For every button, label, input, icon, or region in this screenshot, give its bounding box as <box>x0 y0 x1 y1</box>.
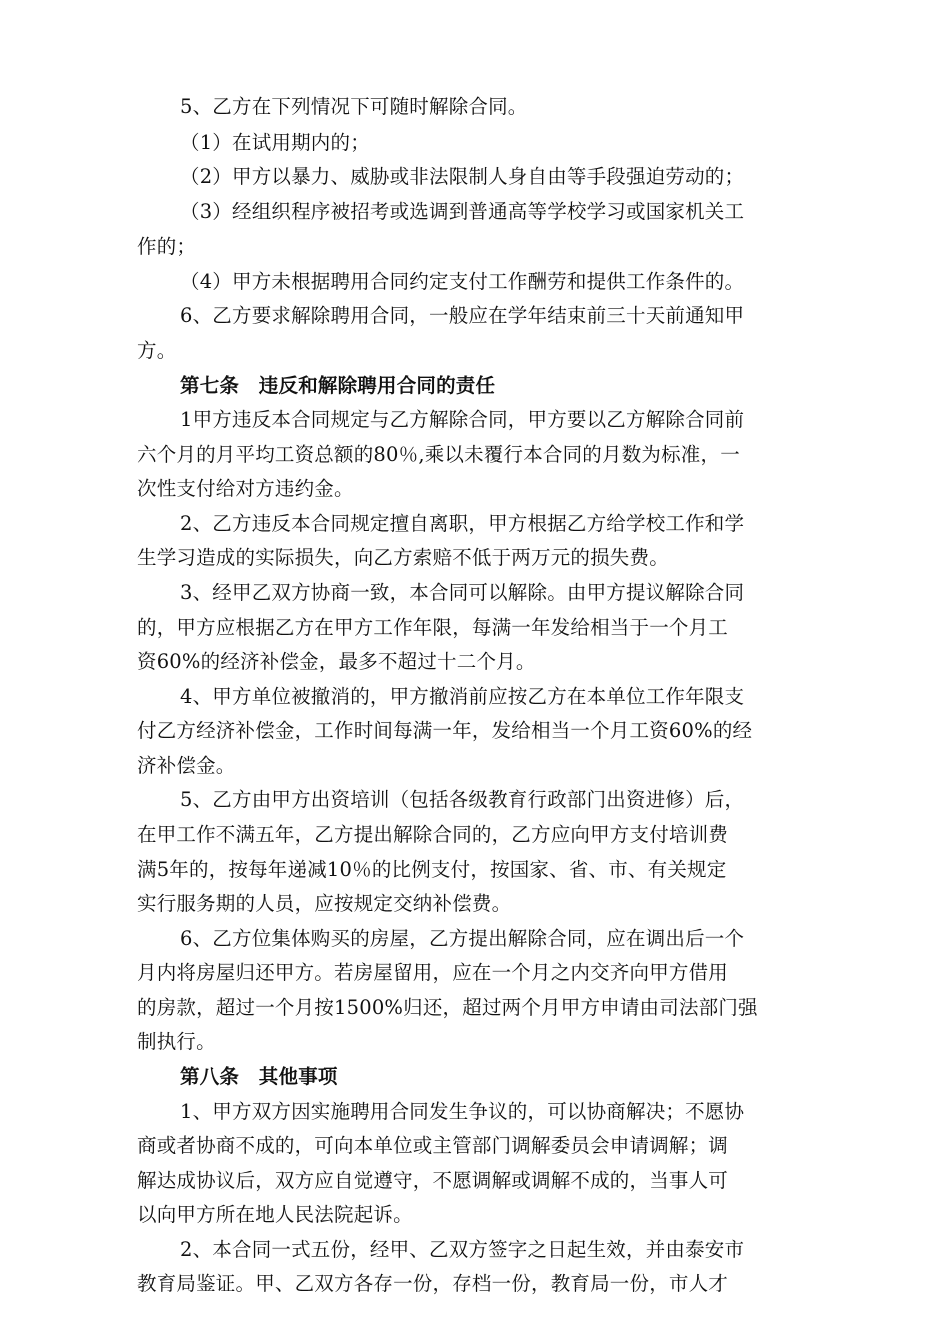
art7-para-5-cont: 实行服务期的人员，应按规定交纳补偿费。 <box>137 892 512 915</box>
article-8-heading: 第八条 其他事项 <box>180 1065 338 1088</box>
art7-para-4: 4、甲方单位被撤消的，甲方撤消前应按乙方在本单位工作年限支 <box>180 685 745 708</box>
clause-5-item-4: （4）甲方未根据聘用合同约定支付工作酬劳和提供工作条件的。 <box>180 270 745 293</box>
art7-para-3: 3、经甲乙双方协商一致，本合同可以解除。由甲方提议解除合同 <box>180 581 745 604</box>
art7-para-2: 2、乙方违反本合同规定擅自离职，甲方根据乙方给学校工作和学 <box>180 512 745 535</box>
art7-para-6-cont: 月内将房屋归还甲方。若房屋留用，应在一个月之内交齐向甲方借用 <box>137 961 729 984</box>
art7-para-4-cont: 付乙方经济补偿金，工作时间每满一年，发给相当一个月工资60%的经 <box>137 719 753 742</box>
art7-para-6-cont: 的房款，超过一个月按1500%归还，超过两个月甲方申请由司法部门强 <box>137 996 758 1019</box>
clause-5-item-2: （2）甲方以暴力、威胁或非法限制人身自由等手段强迫劳动的； <box>180 165 745 188</box>
art8-para-2-cont: 教育局鉴证。甲、乙双方各存一份，存档一份，教育局一份，市人才 <box>137 1272 729 1295</box>
art7-para-5-cont: 满5年的，按每年递减10％的比例支付，按国家、省、市、有关规定 <box>137 858 727 881</box>
clause-6-text: 6、乙方要求解除聘用合同，一般应在学年结束前三十天前通知甲 <box>180 304 745 327</box>
article-7-heading: 第七条 违反和解除聘用合同的责任 <box>180 374 496 397</box>
art7-para-1-cont: 六个月的月平均工资总额的80％,乘以未覆行本合同的月数为标准，一 <box>137 443 740 466</box>
art8-para-1-cont: 解达成协议后，双方应自觉遵守，不愿调解或调解不成的，当事人可 <box>137 1169 729 1192</box>
art7-para-2-cont: 生学习造成的实际损失，向乙方索赔不低于两万元的损失费。 <box>137 546 669 569</box>
art8-para-2: 2、本合同一式五份，经甲、乙双方签字之日起生效，并由泰安市 <box>180 1238 745 1261</box>
clause-5-intro: 5、乙方在下列情况下可随时解除合同。 <box>180 95 528 118</box>
art7-para-6-cont: 制执行。 <box>137 1030 216 1053</box>
art7-para-3-cont: 资60%的经济补偿金，最多不超过十二个月。 <box>137 650 536 673</box>
art7-para-1-cont: 次性支付给对方违约金。 <box>137 477 354 500</box>
art7-para-6: 6、乙方位集体购买的房屋，乙方提出解除合同，应在调出后一个 <box>180 927 745 950</box>
clause-5-item-3-cont: 作的； <box>137 235 197 258</box>
clause-5-item-1: （1）在试用期内的； <box>180 131 370 154</box>
art7-para-5-cont: 在甲工作不满五年，乙方提出解除合同的，乙方应向甲方支付培训费 <box>137 823 729 846</box>
art7-para-4-cont: 济补偿金。 <box>137 754 236 777</box>
art8-para-1-cont: 商或者协商不成的，可向本单位或主管部门调解委员会申请调解；调 <box>137 1134 729 1157</box>
clause-6-text-cont: 方。 <box>137 339 177 362</box>
clause-5-item-3: （3）经组织程序被招考或选调到普通高等学校学习或国家机关工 <box>180 200 745 223</box>
art7-para-1: 1甲方违反本合同规定与乙方解除合同，甲方要以乙方解除合同前 <box>180 408 745 431</box>
art7-para-3-cont: 的，甲方应根据乙方在甲方工作年限，每满一年发给相当于一个月工 <box>137 616 729 639</box>
art8-para-1-cont: 以向甲方所在地人民法院起诉。 <box>137 1203 413 1226</box>
art8-para-1: 1、甲方双方因实施聘用合同发生争议的，可以协商解决；不愿协 <box>180 1100 745 1123</box>
art7-para-5: 5、乙方由甲方出资培训（包括各级教育行政部门出资进修）后， <box>180 788 745 811</box>
